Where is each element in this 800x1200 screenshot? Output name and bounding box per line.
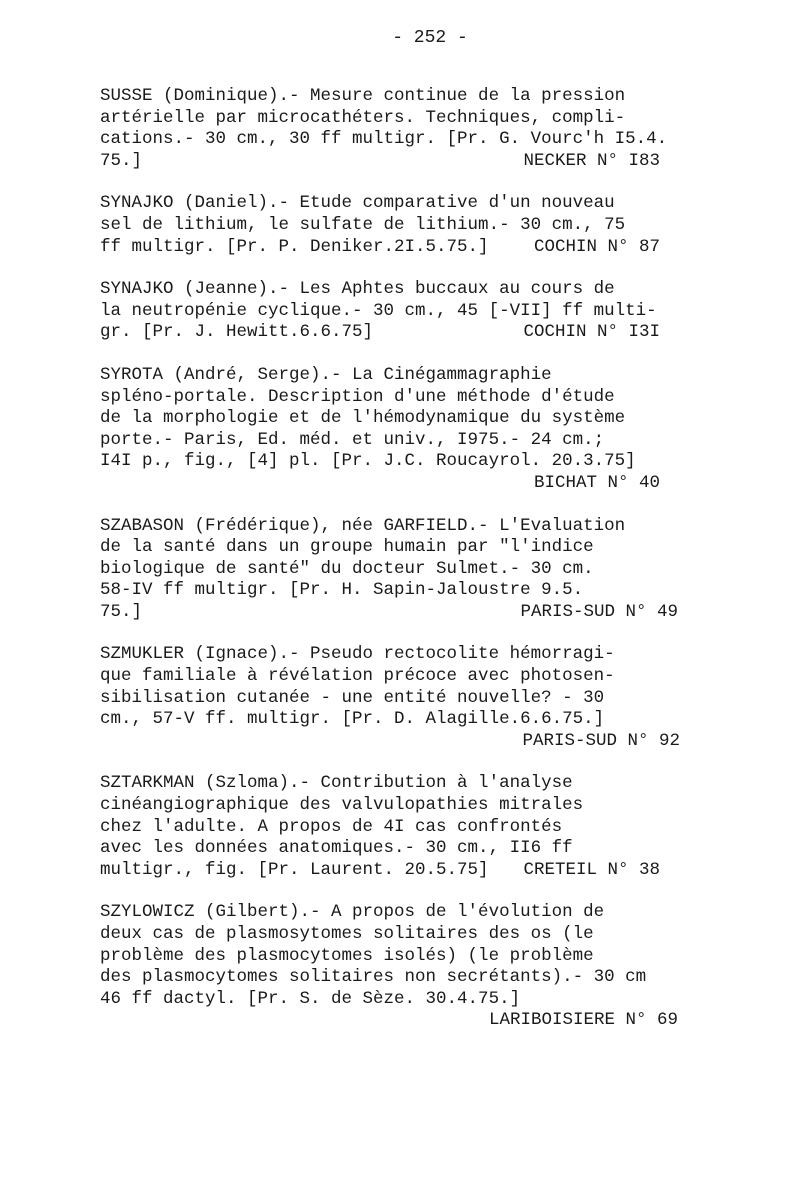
entry-text-line: des plasmocytomes solitaires non secrétants).- 30 cm: [100, 967, 647, 988]
entry-text-line: de la santé dans un groupe humain par "l'indice: [100, 537, 594, 558]
entry-text-line: deux cas de plasmosytomes solitaires des os (le: [100, 924, 594, 944]
bibliography-entry: [100, 773, 660, 881]
entry-text-line: sibilisation cutanée - une entité nouvelle? - 30: [100, 687, 605, 708]
bibliography-entry: [100, 515, 678, 624]
library-reference: BICHAT N° 40: [533, 472, 660, 493]
entry-text-line: SUSSE (Dominique).- Mesure continue de la pression: [100, 86, 626, 106]
bibliography-entry: [100, 902, 678, 1032]
library-reference: PARIS-SUD N° 49: [520, 601, 678, 622]
entry-text-line: que familiale à révélation précoce avec photosen-: [100, 666, 615, 687]
library-reference: COCHIN N° 87: [533, 236, 660, 257]
entry-text-line: cations.- 30 cm., 30 ff multigr. [Pr. G. Vourc'h I5.4.: [100, 129, 668, 150]
entry-text-line: gr. [Pr. J. Hewitt.6.6.75]: [100, 322, 374, 343]
entry-text-line: avec les données anatomiques.- 30 cm., II6 ff: [100, 838, 573, 859]
library-reference: LARIBOISIERE N° 69: [488, 1010, 678, 1031]
library-reference: PARIS-SUD N° 92: [522, 730, 680, 751]
entry-text-line: SZABASON (Frédérique), née GARFIELD.- L'Evaluation: [100, 515, 626, 536]
bibliography-entry: [100, 644, 680, 752]
entry-text-line: cm., 57-V ff. multigr. [Pr. D. Alagille.6.6.75.]: [100, 709, 605, 730]
entry-text-line: de la morphologie et de l'hémodynamique du système: [100, 408, 626, 429]
bibliography-entry: [100, 279, 660, 344]
entry-text-line: porte.- Paris, Ed. méd. et univ., I975.- 24 cm.;: [100, 429, 605, 450]
entry-text-line: SYNAJKO (Jeanne).- Les Aphtes buccaux au cours de: [100, 279, 615, 300]
page-number: - 252 -: [392, 28, 468, 48]
entry-text-line: sel de lithium, le sulfate de lithium.- 30 cm., 75: [100, 214, 626, 235]
entry-text-line: SZMUKLER (Ignace).- Pseudo rectocolite hémorragi-: [100, 644, 615, 665]
library-reference: COCHIN N° I3I: [523, 322, 660, 343]
entry-text-line: chez l'adulte. A propos de 4I cas confrontés: [100, 816, 563, 837]
entry-text-line: cinéangiographique des valvulopathies mitrales: [100, 795, 584, 816]
entry-text-line: spléno-portale. Description d'une méthode d'étude: [100, 386, 615, 407]
entry-text-line: artérielle par microcathéters. Techniques, compli-: [100, 107, 626, 128]
entry-text-line: SYROTA (André, Serge).- La Cinégammagraphie: [100, 364, 552, 385]
entry-text-line: 75.]: [100, 150, 143, 171]
bibliography-entry: [100, 86, 668, 172]
entry-text-line: SYNAJKO (Daniel).- Etude comparative d'un nouveau: [100, 193, 615, 214]
bibliography-entries: [100, 86, 680, 1053]
entry-text-line: 46 ff dactyl. [Pr. S. de Sèze. 30.4.75.]: [100, 988, 521, 1009]
bibliography-entry: [100, 193, 660, 258]
entry-text-line: problème des plasmocytomes isolés) (le problème: [100, 945, 594, 966]
entry-text-line: biologique de santé" du docteur Sulmet.- 30 cm.: [100, 558, 594, 579]
entry-text-line: SZTARKMAN (Szloma).- Contribution à l'analyse: [100, 773, 573, 794]
bibliography-entry: [100, 365, 660, 495]
entry-text-line: 58-IV ff multigr. [Pr. H. Sapin-Jaloustre 9.5.: [100, 580, 584, 601]
entry-text-line: SZYLOWICZ (Gilbert).- A propos de l'évolution de: [100, 902, 605, 923]
library-reference: NECKER N° I83: [523, 150, 660, 171]
entry-text-line: ff multigr. [Pr. P. Deniker.2I.5.75.]: [100, 236, 489, 257]
library-reference: CRETEIL N° 38: [523, 859, 660, 880]
entry-text-line: multigr., fig. [Pr. Laurent. 20.5.75]: [100, 859, 489, 880]
entry-text-line: 75.]: [100, 601, 143, 622]
entry-text-line: la neutropénie cyclique.- 30 cm., 45 [-VII] ff multi-: [100, 300, 657, 321]
entry-text-line: I4I p., fig., [4] pl. [Pr. J.C. Roucayrol. 20.3.75]: [100, 451, 636, 472]
